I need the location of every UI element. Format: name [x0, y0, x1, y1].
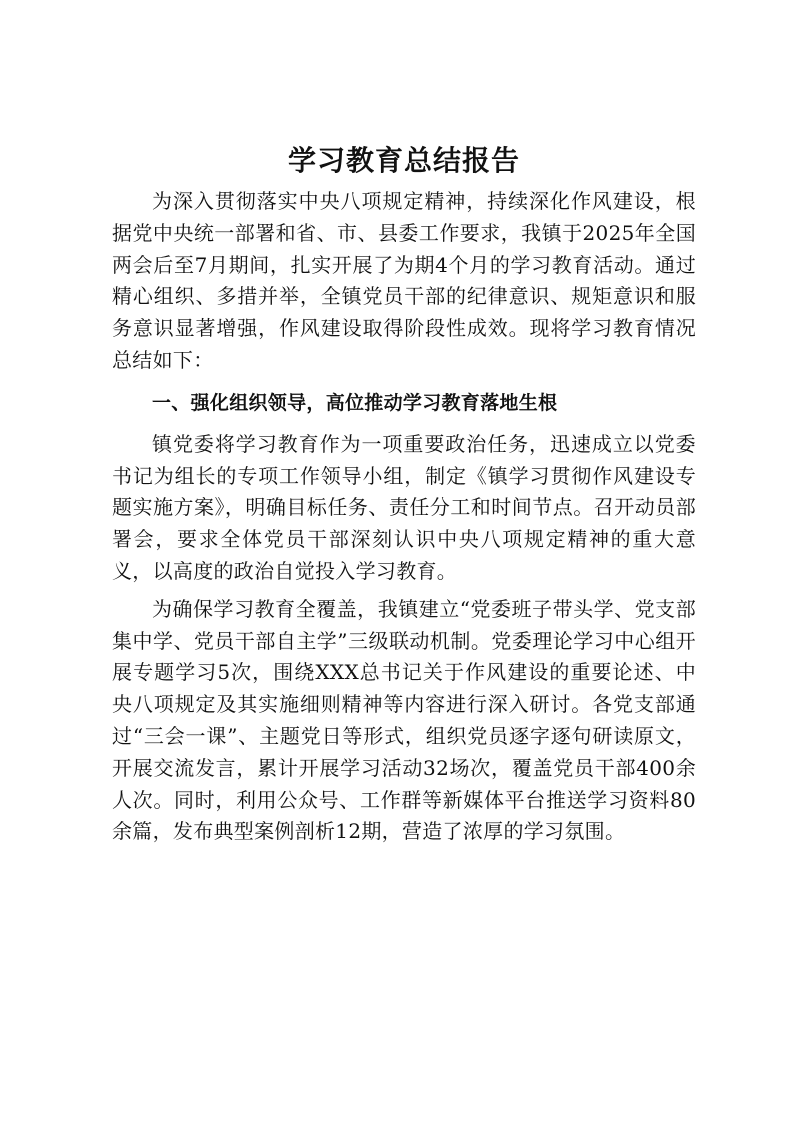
document-body [112, 136, 696, 848]
intro-paragraph: 为深入贯彻落实中央八项规定精神，持续深化作风建设，根据党中央统一部署和省、市、县委工作要求，我镇于2025年全国两会后至7月期间，扎实开展了为期4个月的学习教育活动。通过精心组织、多措并举，全镇党员干部的纪律意识、规矩意识和服务意识显著增强，作风建设取得阶段性成效。现将学习教育情况总结如下： [112, 189, 696, 372]
section-1-paragraph-2: 为确保学习教育全覆盖，我镇建立“党委班子带头学、党支部集中学、党员干部自主学”三级联动机制。党委理论学习中心组开展专题学习5次，围绕XXX总书记关于作风建设的重要论述、中央八项规定及其实施细则精神等内容进行深入研讨。各党支部通过“三会一课”、主题党日等形式，组织党员逐字逐句研读原文，开展交流发言，累计开展学习活动32场次，覆盖党员干部400余人次。同时，利用公众号、工作群等新媒体平台推送学习资料80余篇，发布典型案例剖析12期，营造了浓厚的学习氛围。 [112, 596, 696, 844]
section-1-paragraph-1: 镇党委将学习教育作为一项重要政治任务，迅速成立以党委书记为组长的专项工作领导小组，制定《镇学习贯彻作风建设专题实施方案》，明确目标任务、责任分工和时间节点。召开动员部署会，要求全体党员干部深刻认识中央八项规定精神的重大意义，以高度的政治自觉投入学习教育。 [112, 431, 696, 583]
section-1-heading: 一、强化组织领导，高位推动学习教育落地生根 [152, 391, 558, 414]
document-title: 学习教育总结报告 [287, 144, 520, 177]
